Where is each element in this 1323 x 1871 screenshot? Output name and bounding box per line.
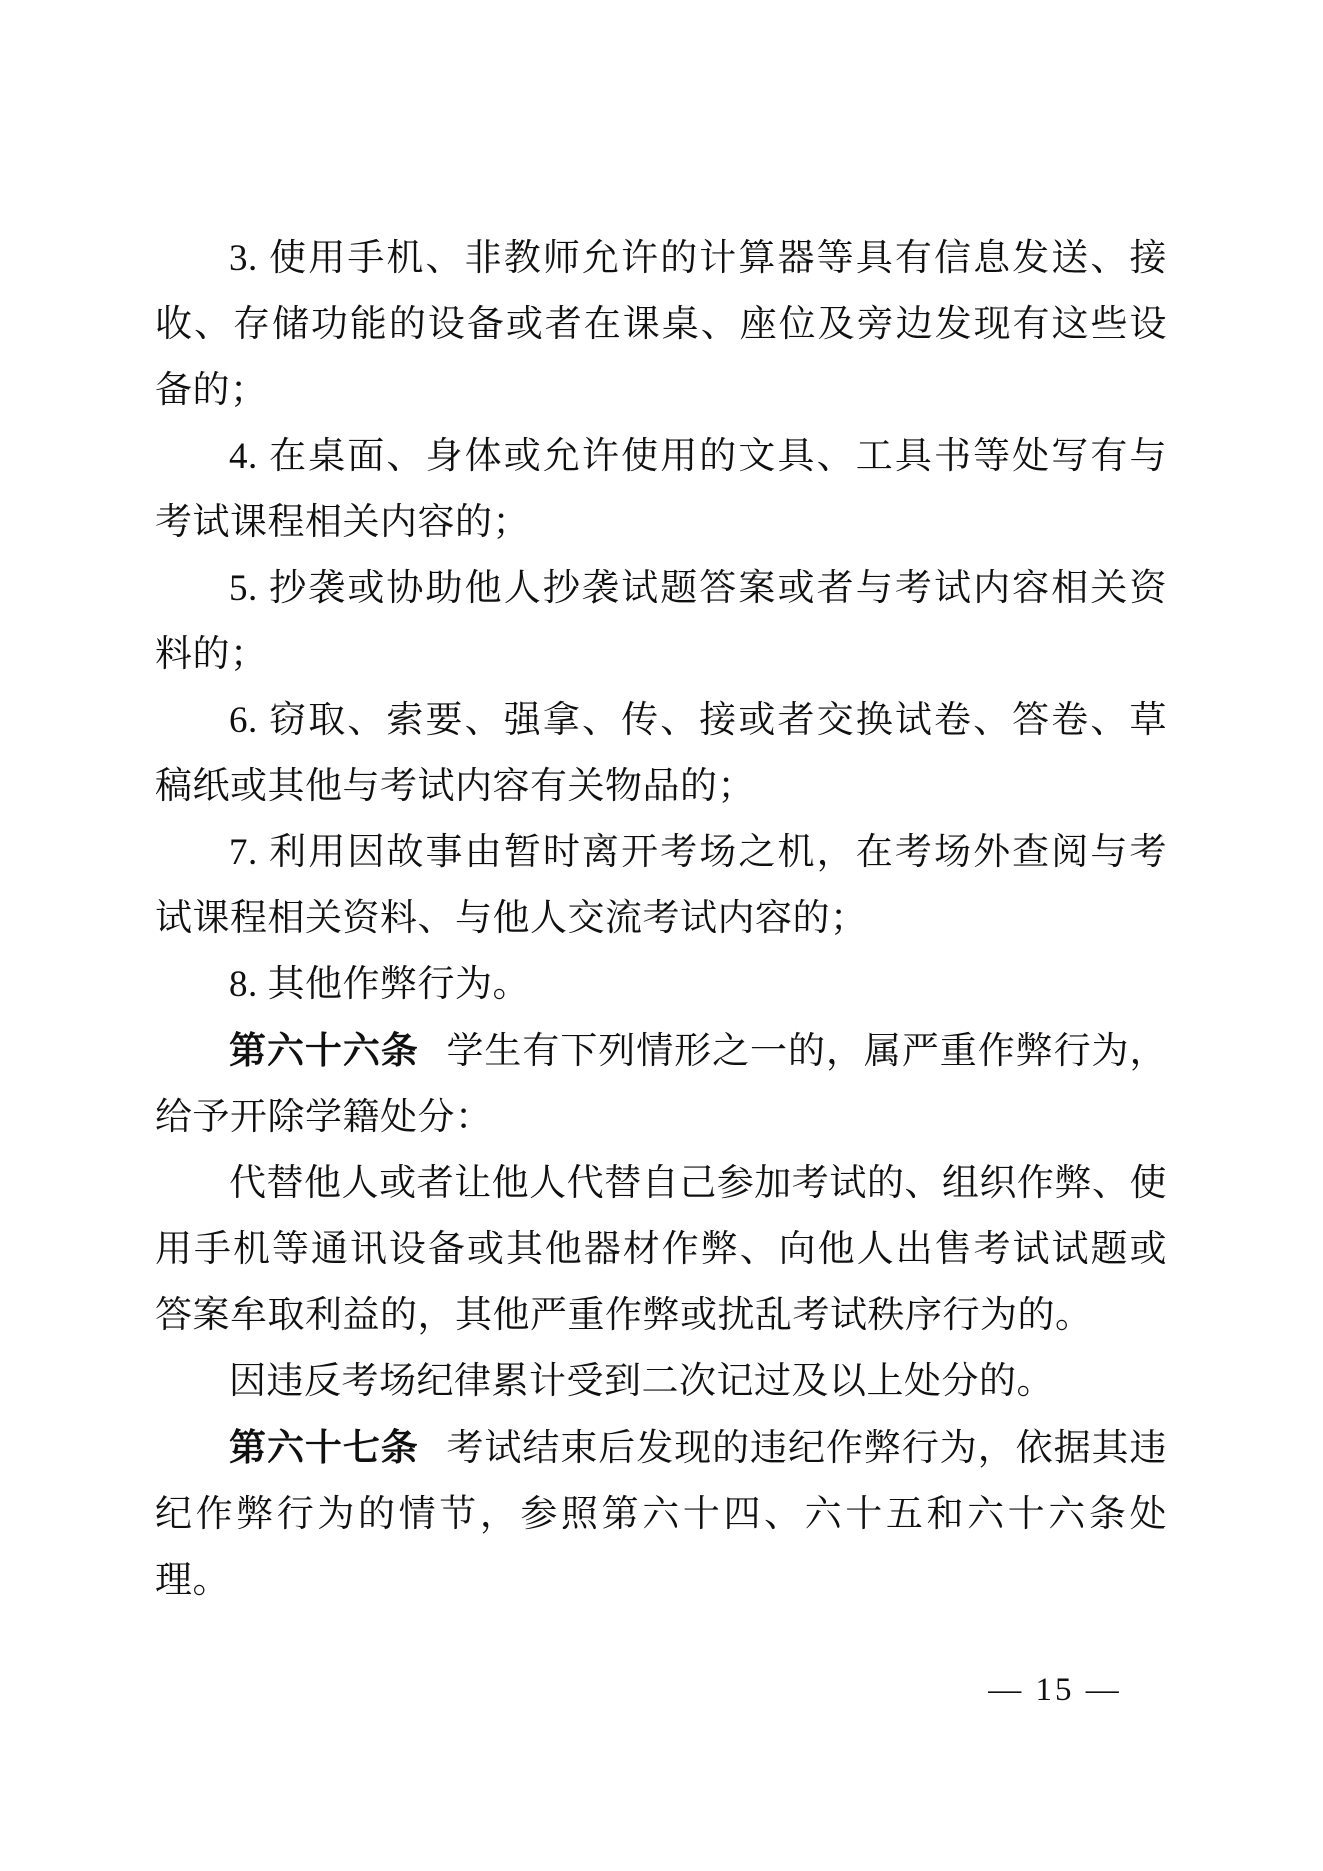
document-paragraph <box>155 424 1167 556</box>
article-number-label: 第六十七条 <box>229 1427 419 1468</box>
document-paragraph <box>155 952 1167 1018</box>
paragraph-text: 4. 在桌面、身体或允许使用的文具、工具书等处写有与考试课程相关内容的； <box>155 436 1167 543</box>
paragraph-text: 6. 窃取、索要、强拿、传、接或者交换试卷、答卷、草稿纸或其他与考试内容有关物品的； <box>155 700 1167 807</box>
paragraph-text: 学生有下列情形之一的，属严重作弊行为，给予开除学籍处分： <box>155 1031 1168 1138</box>
article-number-label: 第六十六条 <box>229 1030 419 1071</box>
paragraph-text: 8. 其他作弊行为。 <box>229 964 530 1005</box>
document-paragraph <box>155 820 1167 952</box>
paragraph-text: 7. 利用因故事由暂时离开考场之机，在考场外查阅与考试课程相关资料、与他人交流考试内容的； <box>155 832 1167 939</box>
document-text-block <box>155 226 1167 1614</box>
document-paragraph <box>155 1151 1167 1349</box>
paragraph-text: 因违反考场纪律累计受到二次记过及以上处分的。 <box>229 1361 1054 1402</box>
page-number: — 15 — <box>988 1672 1122 1708</box>
document-paragraph <box>155 1349 1167 1415</box>
document-paragraph <box>155 688 1167 820</box>
paragraph-text: 5. 抄袭或协助他人抄袭试题答案或者与考试内容相关资料的； <box>155 568 1167 675</box>
document-paragraph <box>155 226 1167 424</box>
paragraph-text: 3. 使用手机、非教师允许的计算器等具有信息发送、接收、存储功能的设备或者在课桌、座位及旁边发现有这些设备的； <box>155 238 1167 411</box>
document-paragraph <box>155 1018 1167 1151</box>
paragraph-text: 考试结束后发现的违纪作弊行为，依据其违纪作弊行为的情节，参照第六十四、六十五和六十六条处理。 <box>155 1428 1168 1601</box>
document-paragraph <box>155 556 1167 688</box>
document-paragraph <box>155 1415 1167 1614</box>
paragraph-text: 代替他人或者让他人代替自己参加考试的、组织作弊、使用手机等通讯设备或其他器材作弊、向他人出售考试试题或答案牟取利益的，其他严重作弊或扰乱考试秩序行为的。 <box>155 1163 1167 1336</box>
